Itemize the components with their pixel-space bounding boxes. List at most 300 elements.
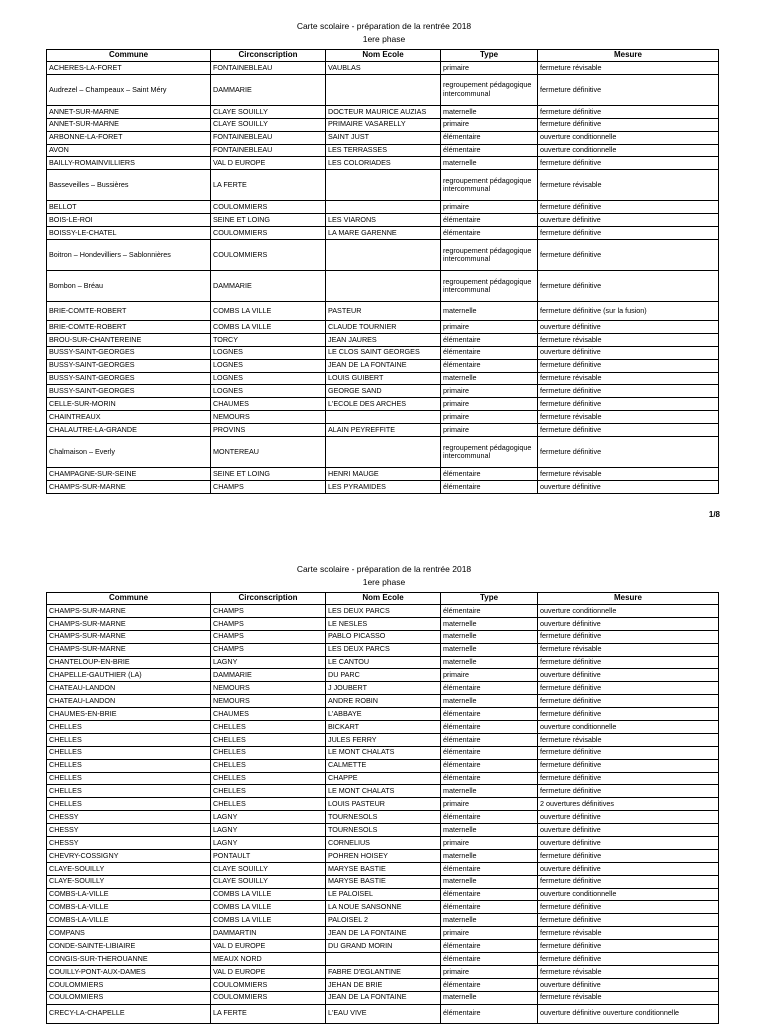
table-row — [47, 824, 719, 837]
cell-mesure: fermeture définitive — [538, 708, 719, 721]
cell-commune: CHELLES — [47, 772, 211, 785]
cell-circonscription: LAGNY — [211, 837, 326, 850]
table-row — [47, 708, 719, 721]
cell-nom-ecole: MARYSE BASTIE — [326, 875, 441, 888]
cell-commune: CHAMPS-SUR-MARNE — [47, 630, 211, 643]
cell-nom-ecole: JEAN DE LA FONTAINE — [326, 991, 441, 1004]
table-row — [47, 372, 719, 385]
cell-circonscription: PROVINS — [211, 424, 326, 437]
table-row — [47, 346, 719, 359]
cell-commune: CHELLES — [47, 733, 211, 746]
cell-type: regroupement pédagogique intercommunal — [441, 170, 538, 201]
cell-mesure: fermeture définitive — [538, 424, 719, 437]
cell-type: maternelle — [441, 372, 538, 385]
table-row — [47, 62, 719, 75]
cell-commune: CHAMPAGNE-SUR-SEINE — [47, 468, 211, 481]
table-row — [47, 811, 719, 824]
cell-circonscription: COMBS LA VILLE — [211, 302, 326, 321]
cell-nom-ecole: LE CANTOU — [326, 656, 441, 669]
cell-nom-ecole: LES TERRASSES — [326, 144, 441, 157]
header-type: Type — [441, 593, 538, 605]
table-row — [47, 656, 719, 669]
cell-nom-ecole: CLAUDE TOURNIER — [326, 321, 441, 334]
cell-circonscription: CHAMPS — [211, 643, 326, 656]
table-row — [47, 201, 719, 214]
cell-commune: CHEVRY-COSSIGNY — [47, 849, 211, 862]
page2-title: Carte scolaire - préparation de la rentrée 2018 — [296, 564, 472, 574]
cell-type: élémentaire — [441, 901, 538, 914]
cell-mesure: ouverture conditionnelle — [538, 605, 719, 618]
cell-circonscription: VAL D EUROPE — [211, 157, 326, 170]
cell-mesure: fermeture définitive — [538, 271, 719, 302]
cell-circonscription: CHELLES — [211, 785, 326, 798]
cell-mesure: fermeture définitive — [538, 437, 719, 468]
cell-commune: BROU-SUR-CHANTEREINE — [47, 333, 211, 346]
cell-circonscription: CHELLES — [211, 759, 326, 772]
cell-circonscription: COULOMMIERS — [211, 240, 326, 271]
cell-nom-ecole: LA MARE GARENNE — [326, 227, 441, 240]
cell-nom-ecole: GEORGE SAND — [326, 385, 441, 398]
cell-mesure: fermeture définitive — [538, 385, 719, 398]
cell-commune: CELLE-SUR-MORIN — [47, 398, 211, 411]
cell-mesure: fermeture définitive — [538, 105, 719, 118]
cell-type: élémentaire — [441, 346, 538, 359]
cell-circonscription: COMBS LA VILLE — [211, 901, 326, 914]
cell-type: élémentaire — [441, 333, 538, 346]
cell-nom-ecole — [326, 411, 441, 424]
table-row — [47, 759, 719, 772]
cell-nom-ecole: PALOISEL 2 — [326, 914, 441, 927]
cell-nom-ecole: PABLO PICASSO — [326, 630, 441, 643]
cell-circonscription: CHAUMES — [211, 398, 326, 411]
cell-nom-ecole: LES COLORIADES — [326, 157, 441, 170]
cell-mesure: ouverture définitive — [538, 978, 719, 991]
cell-commune: CHAMPS-SUR-MARNE — [47, 617, 211, 630]
cell-commune: CHELLES — [47, 721, 211, 734]
cell-nom-ecole: ALAIN PEYREFFITE — [326, 424, 441, 437]
cell-mesure: fermeture révisable — [538, 170, 719, 201]
cell-commune: CONGIS-SUR-THEROUANNE — [47, 953, 211, 966]
cell-circonscription: NEMOURS — [211, 682, 326, 695]
cell-mesure: ouverture définitive — [538, 824, 719, 837]
cell-commune: BUSSY-SAINT-GEORGES — [47, 385, 211, 398]
cell-commune: CONDE-SAINTE-LIBIAIRE — [47, 940, 211, 953]
cell-type: maternelle — [441, 157, 538, 170]
table-row — [47, 480, 719, 493]
table-row — [47, 617, 719, 630]
cell-type: regroupement pédagogique intercommunal — [441, 240, 538, 271]
cell-circonscription: FONTAINEBLEAU — [211, 62, 326, 75]
cell-commune: CHALAUTRE-LA-GRANDE — [47, 424, 211, 437]
cell-mesure: fermeture définitive — [538, 785, 719, 798]
table-row — [47, 271, 719, 302]
cell-mesure: ouverture conditionnelle — [538, 144, 719, 157]
cell-nom-ecole: MARYSE BASTIE — [326, 862, 441, 875]
cell-type: élémentaire — [441, 940, 538, 953]
cell-commune: AVON — [47, 144, 211, 157]
cell-mesure: fermeture définitive — [538, 630, 719, 643]
cell-commune: ANNET-SUR-MARNE — [47, 105, 211, 118]
cell-nom-ecole: LES PYRAMIDES — [326, 480, 441, 493]
table-row — [47, 837, 719, 850]
header-nom-ecole: Nom Ecole — [326, 593, 441, 605]
cell-nom-ecole: POHREN HOISEY — [326, 849, 441, 862]
cell-commune: BUSSY-SAINT-GEORGES — [47, 372, 211, 385]
page-number: 1/8 — [708, 510, 720, 519]
cell-nom-ecole: LES VIARONS — [326, 214, 441, 227]
cell-type: primaire — [441, 798, 538, 811]
cell-commune: ACHERES-LA-FORET — [47, 62, 211, 75]
cell-mesure: ouverture définitive — [538, 811, 719, 824]
cell-type: primaire — [441, 385, 538, 398]
cell-commune: BOISSY-LE-CHATEL — [47, 227, 211, 240]
cell-type: élémentaire — [441, 733, 538, 746]
cell-commune: CHAMPS-SUR-MARNE — [47, 643, 211, 656]
cell-type: élémentaire — [441, 811, 538, 824]
cell-mesure: fermeture définitive — [538, 656, 719, 669]
table-row — [47, 1004, 719, 1023]
cell-mesure: ouverture définitive — [538, 346, 719, 359]
cell-nom-ecole: PASTEUR — [326, 302, 441, 321]
table-row — [47, 214, 719, 227]
table-row — [47, 144, 719, 157]
cell-commune: CHATEAU-LANDON — [47, 695, 211, 708]
cell-nom-ecole: JEAN DE LA FONTAINE — [326, 927, 441, 940]
cell-circonscription: LOGNES — [211, 346, 326, 359]
cell-mesure: fermeture définitive — [538, 875, 719, 888]
cell-mesure: ouverture définitive — [538, 617, 719, 630]
table-row — [47, 901, 719, 914]
cell-mesure: fermeture révisable — [538, 965, 719, 978]
page1-phase: 1ere phase — [362, 34, 406, 44]
table-row — [47, 888, 719, 901]
cell-commune: CHANTELOUP-EN-BRIE — [47, 656, 211, 669]
cell-type: primaire — [441, 62, 538, 75]
cell-mesure: ouverture conditionnelle — [538, 131, 719, 144]
cell-commune: COMPANS — [47, 927, 211, 940]
table-row — [47, 682, 719, 695]
cell-mesure: ouverture définitive — [538, 669, 719, 682]
cell-mesure: fermeture définitive — [538, 157, 719, 170]
cell-nom-ecole: LE NESLES — [326, 617, 441, 630]
cell-type: élémentaire — [441, 131, 538, 144]
cell-circonscription: DAMMARIE — [211, 271, 326, 302]
cell-type: élémentaire — [441, 708, 538, 721]
cell-commune: BUSSY-SAINT-GEORGES — [47, 359, 211, 372]
table-row — [47, 105, 719, 118]
table-header-row — [47, 593, 719, 605]
cell-type: élémentaire — [441, 214, 538, 227]
cell-commune: CHATEAU-LANDON — [47, 682, 211, 695]
cell-mesure: ouverture définitive ouverture conditionnelle — [538, 1004, 719, 1023]
cell-commune: COMBS-LA-VILLE — [47, 888, 211, 901]
table-row — [47, 953, 719, 966]
cell-type: élémentaire — [441, 227, 538, 240]
cell-commune: COMBS-LA-VILLE — [47, 901, 211, 914]
table-row — [47, 170, 719, 201]
table-row — [47, 978, 719, 991]
cell-circonscription: LAGNY — [211, 824, 326, 837]
cell-nom-ecole — [326, 74, 441, 105]
cell-type: maternelle — [441, 643, 538, 656]
cell-commune: BRIE-COMTE-ROBERT — [47, 302, 211, 321]
cell-circonscription: COULOMMIERS — [211, 978, 326, 991]
table-row — [47, 630, 719, 643]
cell-type: primaire — [441, 669, 538, 682]
cell-commune: CHAPELLE-GAUTHIER (LA) — [47, 669, 211, 682]
header-mesure: Mesure — [538, 50, 719, 62]
cell-mesure: fermeture révisable — [538, 991, 719, 1004]
cell-commune: BELLOT — [47, 201, 211, 214]
cell-mesure: fermeture définitive — [538, 695, 719, 708]
cell-circonscription: CHELLES — [211, 772, 326, 785]
cell-type: primaire — [441, 118, 538, 131]
cell-nom-ecole: L'ABBAYE — [326, 708, 441, 721]
cell-nom-ecole: JULES FERRY — [326, 733, 441, 746]
cell-mesure: ouverture conditionnelle — [538, 721, 719, 734]
header-nom-ecole: Nom Ecole — [326, 50, 441, 62]
cell-nom-ecole: LES DEUX PARCS — [326, 605, 441, 618]
table-row — [47, 333, 719, 346]
cell-nom-ecole: JEAN JAURES — [326, 333, 441, 346]
cell-commune: COMBS-LA-VILLE — [47, 914, 211, 927]
cell-type: primaire — [441, 965, 538, 978]
table-row — [47, 240, 719, 271]
header-circonscription: Circonscription — [211, 593, 326, 605]
cell-circonscription: SEINE ET LOING — [211, 468, 326, 481]
cell-commune: BUSSY-SAINT-GEORGES — [47, 346, 211, 359]
cell-mesure: fermeture définitive — [538, 901, 719, 914]
cell-circonscription: LA FERTE — [211, 170, 326, 201]
table-row — [47, 669, 719, 682]
cell-mesure: fermeture révisable — [538, 411, 719, 424]
table-row — [47, 991, 719, 1004]
cell-circonscription: LOGNES — [211, 359, 326, 372]
table-row — [47, 437, 719, 468]
cell-mesure: fermeture définitive — [538, 759, 719, 772]
cell-mesure: fermeture définitive — [538, 940, 719, 953]
cell-commune: BRIE-COMTE-ROBERT — [47, 321, 211, 334]
cell-circonscription: CHAUMES — [211, 708, 326, 721]
table-row — [47, 940, 719, 953]
cell-mesure: fermeture définitive — [538, 227, 719, 240]
cell-circonscription: COULOMMIERS — [211, 201, 326, 214]
page1-table — [46, 49, 719, 494]
cell-circonscription: TORCY — [211, 333, 326, 346]
cell-circonscription: CHELLES — [211, 746, 326, 759]
cell-type: maternelle — [441, 105, 538, 118]
table-row — [47, 914, 719, 927]
table-row — [47, 785, 719, 798]
cell-circonscription: LA FERTE — [211, 1004, 326, 1023]
cell-type: élémentaire — [441, 468, 538, 481]
cell-type: primaire — [441, 424, 538, 437]
cell-type: maternelle — [441, 630, 538, 643]
cell-circonscription: LOGNES — [211, 385, 326, 398]
cell-circonscription: CHAMPS — [211, 480, 326, 493]
page2-table — [46, 592, 719, 1024]
cell-circonscription: MONTEREAU — [211, 437, 326, 468]
cell-circonscription: MEAUX NORD — [211, 953, 326, 966]
cell-nom-ecole: PRIMAIRE VASARELLY — [326, 118, 441, 131]
cell-type: élémentaire — [441, 480, 538, 493]
cell-circonscription: COULOMMIERS — [211, 227, 326, 240]
cell-mesure: fermeture définitive — [538, 398, 719, 411]
table-row — [47, 385, 719, 398]
cell-nom-ecole: CHAPPE — [326, 772, 441, 785]
cell-type: élémentaire — [441, 772, 538, 785]
cell-commune: Boitron – Hondevilliers – Sablonnières — [47, 240, 211, 271]
cell-circonscription: CHAMPS — [211, 630, 326, 643]
cell-circonscription: COMBS LA VILLE — [211, 321, 326, 334]
cell-circonscription: VAL D EUROPE — [211, 965, 326, 978]
cell-circonscription: CHAMPS — [211, 605, 326, 618]
cell-mesure: fermeture révisable — [538, 733, 719, 746]
cell-circonscription: FONTAINEBLEAU — [211, 144, 326, 157]
page2-phase: 1ere phase — [362, 577, 406, 587]
cell-mesure: ouverture définitive — [538, 480, 719, 493]
cell-type: primaire — [441, 321, 538, 334]
cell-commune: CHAMPS-SUR-MARNE — [47, 605, 211, 618]
table-row — [47, 227, 719, 240]
table-row — [47, 849, 719, 862]
cell-type: élémentaire — [441, 888, 538, 901]
cell-mesure: ouverture définitive — [538, 214, 719, 227]
cell-commune: CHAINTREAUX — [47, 411, 211, 424]
cell-mesure: fermeture définitive — [538, 240, 719, 271]
cell-nom-ecole — [326, 953, 441, 966]
cell-commune: ARBONNE-LA-FORET — [47, 131, 211, 144]
cell-type: regroupement pédagogique intercommunal — [441, 74, 538, 105]
cell-commune: Bombon – Bréau — [47, 271, 211, 302]
cell-type: maternelle — [441, 785, 538, 798]
cell-type: élémentaire — [441, 144, 538, 157]
cell-type: élémentaire — [441, 953, 538, 966]
header-circonscription: Circonscription — [211, 50, 326, 62]
cell-nom-ecole — [326, 201, 441, 214]
cell-commune: CHESSY — [47, 837, 211, 850]
table-row — [47, 746, 719, 759]
cell-nom-ecole: CORNELIUS — [326, 837, 441, 850]
cell-circonscription: CHELLES — [211, 733, 326, 746]
cell-mesure: fermeture définitive (sur la fusion) — [538, 302, 719, 321]
page1-title: Carte scolaire - préparation de la rentrée 2018 — [296, 21, 472, 31]
cell-mesure: fermeture révisable — [538, 927, 719, 940]
cell-nom-ecole: LE PALOISEL — [326, 888, 441, 901]
cell-nom-ecole: LES DEUX PARCS — [326, 643, 441, 656]
cell-type: primaire — [441, 398, 538, 411]
cell-commune: CHELLES — [47, 798, 211, 811]
cell-commune: CHELLES — [47, 759, 211, 772]
cell-mesure: ouverture définitive — [538, 321, 719, 334]
cell-type: élémentaire — [441, 746, 538, 759]
table-row — [47, 74, 719, 105]
cell-nom-ecole: TOURNESOLS — [326, 811, 441, 824]
cell-commune: COULOMMIERS — [47, 978, 211, 991]
cell-commune: CHESSY — [47, 811, 211, 824]
cell-nom-ecole — [326, 240, 441, 271]
table-row — [47, 118, 719, 131]
cell-nom-ecole — [326, 271, 441, 302]
cell-circonscription: CHELLES — [211, 721, 326, 734]
cell-type: maternelle — [441, 824, 538, 837]
table-row — [47, 605, 719, 618]
cell-commune: Basseveilles – Bussières — [47, 170, 211, 201]
header-mesure: Mesure — [538, 593, 719, 605]
cell-nom-ecole: JEHAN DE BRIE — [326, 978, 441, 991]
table-row — [47, 157, 719, 170]
cell-nom-ecole: LE MONT CHALATS — [326, 785, 441, 798]
cell-type: maternelle — [441, 617, 538, 630]
cell-circonscription: LOGNES — [211, 372, 326, 385]
cell-type: primaire — [441, 837, 538, 850]
header-commune: Commune — [47, 593, 211, 605]
table-row — [47, 875, 719, 888]
cell-type: élémentaire — [441, 1004, 538, 1023]
cell-mesure: fermeture définitive — [538, 746, 719, 759]
cell-nom-ecole: ANDRE ROBIN — [326, 695, 441, 708]
cell-type: élémentaire — [441, 359, 538, 372]
cell-circonscription: PONTAULT — [211, 849, 326, 862]
header-commune: Commune — [47, 50, 211, 62]
cell-type: élémentaire — [441, 862, 538, 875]
table-row — [47, 302, 719, 321]
cell-circonscription: DAMMARTIN — [211, 927, 326, 940]
cell-circonscription: LAGNY — [211, 811, 326, 824]
cell-commune: CRECY-LA-CHAPELLE — [47, 1004, 211, 1023]
cell-type: élémentaire — [441, 682, 538, 695]
cell-circonscription: DAMMARIE — [211, 669, 326, 682]
cell-nom-ecole — [326, 437, 441, 468]
cell-commune: BOIS-LE-ROI — [47, 214, 211, 227]
cell-type: élémentaire — [441, 978, 538, 991]
cell-mesure: fermeture définitive — [538, 682, 719, 695]
cell-mesure: fermeture définitive — [538, 953, 719, 966]
cell-nom-ecole: CALMETTE — [326, 759, 441, 772]
table-row — [47, 927, 719, 940]
cell-circonscription: COMBS LA VILLE — [211, 914, 326, 927]
table-row — [47, 695, 719, 708]
cell-commune: Chalmaison – Everly — [47, 437, 211, 468]
cell-nom-ecole: LE MONT CHALATS — [326, 746, 441, 759]
cell-type: maternelle — [441, 695, 538, 708]
cell-nom-ecole: TOURNESOLS — [326, 824, 441, 837]
cell-circonscription: CLAYE SOUILLY — [211, 875, 326, 888]
table-row — [47, 772, 719, 785]
cell-circonscription: NEMOURS — [211, 695, 326, 708]
cell-type: élémentaire — [441, 605, 538, 618]
cell-nom-ecole — [326, 170, 441, 201]
cell-circonscription: COMBS LA VILLE — [211, 888, 326, 901]
cell-type: maternelle — [441, 875, 538, 888]
cell-nom-ecole: DU PARC — [326, 669, 441, 682]
table-row — [47, 398, 719, 411]
cell-mesure: fermeture révisable — [538, 372, 719, 385]
cell-nom-ecole: HENRI MAUGE — [326, 468, 441, 481]
table-row — [47, 643, 719, 656]
cell-type: maternelle — [441, 991, 538, 1004]
cell-commune: CHELLES — [47, 746, 211, 759]
cell-commune: CHESSY — [47, 824, 211, 837]
cell-mesure: fermeture révisable — [538, 62, 719, 75]
cell-circonscription: NEMOURS — [211, 411, 326, 424]
cell-type: maternelle — [441, 656, 538, 669]
table-row — [47, 468, 719, 481]
cell-commune: CLAYE-SOUILLY — [47, 875, 211, 888]
cell-nom-ecole: BICKART — [326, 721, 441, 734]
cell-mesure: fermeture définitive — [538, 74, 719, 105]
cell-circonscription: CHAMPS — [211, 617, 326, 630]
